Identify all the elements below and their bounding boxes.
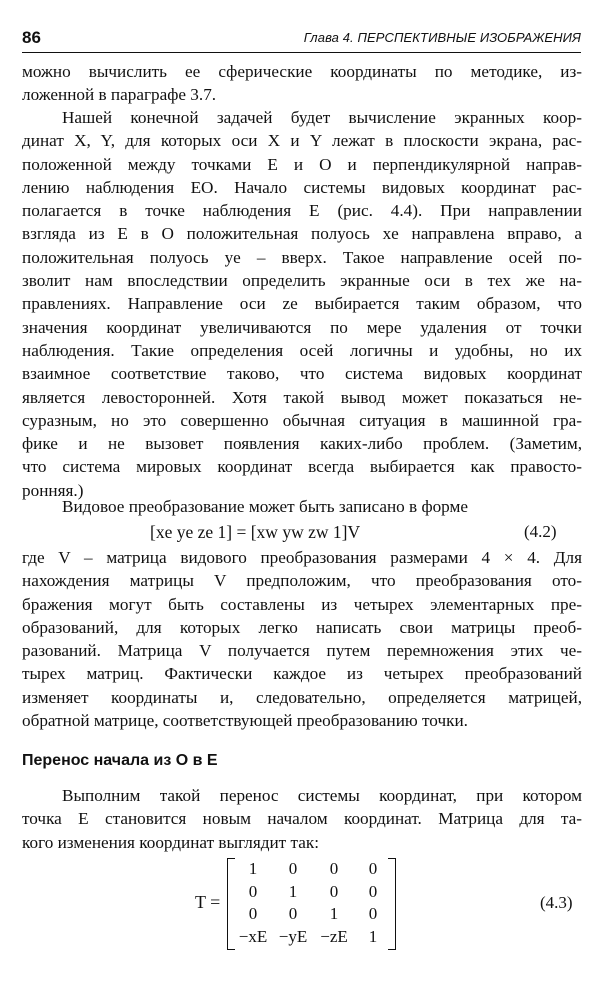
text-line: Нашей конечной задачей будет вычисление экранных коор- xyxy=(62,108,582,127)
equation-4-3 xyxy=(195,856,415,952)
paragraph-4 xyxy=(22,784,582,854)
text-line: положительная полуось ye – вверх. Такое направление осей по- xyxy=(22,247,582,267)
paragraph-3-intro xyxy=(22,495,582,518)
text-line: динат X, Y, для которых оси X и Y лежат в плоскости экрана, рас- xyxy=(22,131,582,151)
text-line: правлениях. Направление оси ze выбирается таким образом, что xyxy=(22,294,582,314)
text-line: лению наблюдения EO. Начало системы видовых координат рас- xyxy=(22,177,582,197)
text-line: наблюдения. Такие определения осей логичны и удобны, но их xyxy=(22,340,582,360)
text-line: суразным, но это совершенно обычная ситуация в машинной гра- xyxy=(22,410,582,430)
matrix-cell: 0 xyxy=(368,881,378,901)
text-line: является левосторонней. Хотя такой вывод может показаться не- xyxy=(22,387,582,407)
text-line: значения координат увеличиваются по мере удаления от точки xyxy=(22,317,582,337)
equation-4-2 xyxy=(150,522,360,543)
text-line: положенной между точками E и O и перпендикулярной направ- xyxy=(22,154,582,174)
matrix-cell: 1 xyxy=(288,881,298,901)
matrix-label: T = xyxy=(195,892,221,912)
equation-number: (4.2) xyxy=(524,522,557,541)
matrix-cell: 0 xyxy=(248,881,258,901)
text-line: тырех матриц. Фактически каждое из четырех преобразований xyxy=(22,664,582,684)
matrix-cell: −zE xyxy=(320,926,348,946)
matrix-right-bracket xyxy=(388,858,396,950)
matrix-cell: 1 xyxy=(329,904,339,923)
equation-number: (4.3) xyxy=(540,893,573,912)
matrix-cell: 0 xyxy=(329,859,339,878)
text-line: Видовое преобразование может быть записано в форме xyxy=(62,497,469,516)
text-line: бражения могут быть составлены из четырех элементарных пре- xyxy=(22,594,582,614)
page-header xyxy=(22,28,581,53)
text-line: кого изменения координат выглядит так: xyxy=(22,832,319,852)
text-line: взаимное соответствие таково, что система видовых координат xyxy=(22,364,582,384)
matrix-cell: −yE xyxy=(278,926,308,946)
text-line: разований. Матрица V получается путем перемножения этих че- xyxy=(22,641,582,661)
text-line: изменяет координаты и, следовательно, определяется матрицей, xyxy=(22,687,582,707)
equation-left-side: [xe ye ze 1] xyxy=(150,522,233,542)
text-line: ронняя.) xyxy=(22,480,84,500)
matrix-cell: 0 xyxy=(368,904,378,923)
running-head: Глава 4. ПЕРСПЕКТИВНЫЕ ИЗОБРАЖЕНИЯ xyxy=(303,30,581,45)
section-heading: Перенос начала из O в E xyxy=(22,752,218,769)
text-line: Выполним такой перенос системы координат, при котором xyxy=(62,786,582,805)
equation-right-side: [xw yw zw 1]V xyxy=(250,522,361,542)
text-line: взгляда из E в O положительная полуось xe направлена вправо, а xyxy=(22,224,582,244)
text-line: нахождения матрицы V предположим, что преобразования ото- xyxy=(22,571,582,591)
text-line: что система мировых координат всегда выбирается как правосто- xyxy=(22,457,582,477)
matrix-cell: 1 xyxy=(368,926,378,946)
equation-equals: = xyxy=(236,522,247,542)
matrix-cell: 0 xyxy=(329,881,339,901)
paragraph-2 xyxy=(22,106,582,502)
matrix-cell: 0 xyxy=(288,904,298,923)
text-line: образований, для которых легко написать свои матрицы преоб- xyxy=(22,617,582,637)
text-line: ложенной в параграфе 3.7. xyxy=(22,85,217,105)
matrix-cell: −xE xyxy=(238,926,268,946)
matrix-cell: 0 xyxy=(288,859,298,878)
text-line: фике и не вызовет появления каких-либо проблем. (Заметим, xyxy=(22,434,582,454)
matrix-grid xyxy=(233,858,391,948)
text-line: обратной матрице, соответствующей преобразованию точки. xyxy=(22,711,468,731)
text-line: точка E становится новым началом координат. Матрица для та- xyxy=(22,809,582,829)
matrix-cell: 0 xyxy=(248,904,258,923)
paragraph-3 xyxy=(22,546,582,732)
text-line: можно вычислить ее сферические координаты по методике, из- xyxy=(22,62,582,81)
text-line: полагается в точке наблюдения E (рис. 4.4). При направлении xyxy=(22,201,582,221)
paragraph-1 xyxy=(22,60,582,107)
text-line: где V – матрица видового преобразования размерами 4 × 4. Для xyxy=(22,548,582,567)
matrix-cell: 1 xyxy=(248,859,258,878)
text-line: зволит нам впоследствии определить экранные оси в тех же на- xyxy=(22,271,582,291)
page-number: 86 xyxy=(22,28,41,47)
matrix-cell: 0 xyxy=(368,859,378,878)
